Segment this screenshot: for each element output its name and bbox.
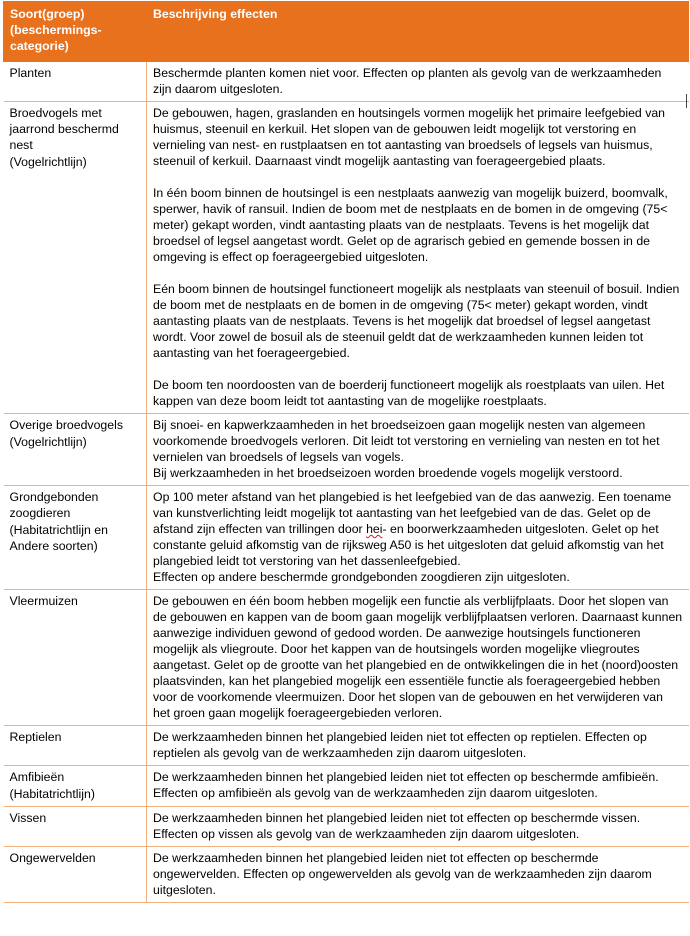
species-group-cell	[4, 847, 147, 903]
species-group-name: Planten	[9, 66, 52, 80]
effects-paragraph	[153, 489, 683, 585]
effects-paragraph	[153, 417, 683, 481]
effects-table-container	[3, 1, 688, 903]
effects-description-cell	[147, 726, 689, 766]
species-group-name: Grondgebonden zoogdieren	[9, 490, 99, 520]
species-group-cell	[4, 590, 147, 726]
effects-text: Op 100 meter afstand van het plangebied is het leefgebied van de das aanwezig. Een toename van kunstverlichting leidt mogelijk tot aantasting van het leefgebied van de das. Gelet op de afstand zijn effecten van trillingen door hei- en boorwerkzaamheden uitgesloten. Gelet op het constante geluid afkomstig van de rijksweg A50 is het uitgesloten dat geluid afkomstig van het plangebied leidt tot verstoring van het dassenleefgebied.	[153, 490, 672, 568]
effects-text: In één boom binnen de houtsingel is een nestplaats aanwezig van mogelijk buizerd, boomvalk, sperwer, havik of ransuil. Indien de boom met de nestplaats en de bomen in de omgeving (75< meter) gekapt worden, vindt aantasting plaats van de nestplaats. Tevens is het mogelijk dat broedsel of legsel aangetast wordt. Gelet op de agrarisch gebied en gemende bossen in de omgeving is effect op foerageergebied uitgesloten.	[153, 186, 668, 264]
effects-paragraph	[153, 185, 683, 265]
effects-description-cell	[147, 847, 689, 903]
species-group-cell	[4, 766, 147, 807]
effects-description-cell	[147, 590, 689, 726]
effects-text: Bij werkzaamheden in het broedseizoen worden broedende vogels mogelijk verstoord.	[153, 466, 623, 480]
species-group-cell	[4, 807, 147, 847]
effects-text: De gebouwen en één boom hebben mogelijk een functie als verblijfplaats. Door het slopen van de gebouwen en kappen van de boom gaan mogelijk verblijfplaatsen verloren. Daarnaast kunnen aanwezige individuen gewond of gedood worden. De aanwezige houtsingels functioneren mogelijk als vliegroute. Door het kappen van de houtsingels worden mogelijke vliegroutes aangetast. Gelet op de grootte van het plangebied en de ontwikkelingen die in het (noord)oosten plaatsvinden, kan het plangebied mogelijk een essentiële functie als foerageergebied hebben voor de voorkomende vleermuizen. Door het slopen van de gebouwen en het verwijderen van het groen gaan mogelijk foerageergebieden verloren.	[153, 594, 683, 720]
effects-paragraph	[153, 769, 683, 801]
effects-paragraph	[153, 850, 683, 898]
effects-text: De boom ten noordoosten van de boerderij functioneert mogelijk als roestplaats van uilen. Het kappen van deze boom leidt tot aantasting van de mogelijke roestplaats.	[153, 378, 665, 408]
header-effects-description: Beschrijving effecten	[147, 2, 689, 62]
effects-paragraph	[153, 593, 683, 721]
table-row	[4, 847, 689, 903]
effects-text: Bij snoei- en kapwerkzaamheden in het broedseizoen gaan mogelijk nesten van algemeen voorkomende broedvogels verloren. Dit leidt tot verstoring en vernieling van nesten en tot het vernielen van broedsels of legsels van vogels.	[153, 418, 660, 464]
table-row	[4, 807, 689, 847]
protection-category: (Vogelrichtlijn)	[9, 435, 87, 449]
species-group-name: Overige broedvogels	[9, 418, 123, 432]
effects-text: Effecten op andere beschermde grondgebonden zoogdieren zijn uitgesloten.	[153, 570, 570, 584]
effects-text: Eén boom binnen de houtsingel functioneert mogelijk als nestplaats van steenuil of bosuil. Indien de boom met de nestplaats en de bomen in de omgeving (75< meter) gekapt worden, vindt aantasting plaats van de nestplaats. Tevens is het mogelijk dat broedsel of legsel aangetast wordt. Voor zowel de bosuil als de steenuil geldt dat de werkzaamheden kunnen leiden tot aantasting van het foerageergebied.	[153, 282, 680, 360]
table-row	[4, 590, 689, 726]
effects-description-cell	[147, 486, 689, 590]
species-group-name: Vleermuizen	[9, 594, 78, 608]
species-group-cell	[4, 102, 147, 414]
text-cursor	[686, 94, 687, 108]
species-group-cell	[4, 414, 147, 486]
effects-paragraph	[153, 65, 683, 97]
effects-table	[3, 1, 689, 903]
protection-category: (Vogelrichtlijn)	[9, 155, 87, 169]
table-row	[4, 102, 689, 414]
effects-description-cell	[147, 414, 689, 486]
table-body	[4, 62, 689, 903]
effects-text: De gebouwen, hagen, graslanden en houtsingels vormen mogelijk het primaire leefgebied van huismus, steenuil en kerkuil. Het slopen van de gebouwen leidt mogelijk tot verstoring en vernieling van nest- en rustplaatsen en tot aantasting van broedsels of legsels van huismus, steenuil of kerkuil. Daarnaast vindt mogelijk aantasting van foerageergebied plaats.	[153, 106, 666, 168]
effects-text: De werkzaamheden binnen het plangebied leiden niet tot effecten op reptielen. Effecten op reptielen als gevolg van de werkzaamheden zijn daarom uitgesloten.	[153, 730, 647, 760]
species-group-name: Vissen	[9, 811, 47, 825]
effects-paragraph	[153, 729, 683, 761]
protection-category: (Habitatrichtlijn)	[9, 787, 95, 801]
effects-description-cell	[147, 766, 689, 807]
species-group-cell	[4, 62, 147, 102]
effects-paragraph	[153, 377, 683, 409]
effects-paragraph	[153, 281, 683, 361]
effects-text: De werkzaamheden binnen het plangebied leiden niet tot effecten op beschermde ongewervelden. Effecten op ongewervelden als gevolg van de werkzaamheden zijn daarom uitgesloten.	[153, 851, 652, 897]
effects-text: De werkzaamheden binnen het plangebied leiden niet tot effecten op beschermde amfibieën. Effecten op amfibieën als gevolg van de werkzaamheden zijn daarom uitgesloten.	[153, 770, 659, 800]
species-group-name: Amfibieën	[9, 770, 65, 784]
effects-description-cell	[147, 102, 689, 414]
species-group-name: Broedvogels met jaarrond beschermd nest	[9, 106, 119, 152]
table-header-row	[4, 2, 689, 62]
effects-paragraph	[153, 810, 683, 842]
table-row	[4, 62, 689, 102]
species-group-name: Reptielen	[9, 730, 62, 744]
table-row	[4, 486, 689, 590]
table-row	[4, 726, 689, 766]
spellcheck-flagged-word: hei	[366, 522, 383, 536]
effects-text: De werkzaamheden binnen het plangebied leiden niet tot effecten op beschermde vissen. Effecten op vissen als gevolg van de werkzaamheden zijn daarom uitgesloten.	[153, 811, 641, 841]
species-group-cell	[4, 726, 147, 766]
table-row	[4, 414, 689, 486]
header-species-group: Soort(groep) (beschermings-categorie)	[4, 2, 147, 62]
effects-description-cell	[147, 62, 689, 102]
species-group-cell	[4, 486, 147, 590]
effects-text: Beschermde planten komen niet voor. Effecten op planten als gevolg van de werkzaamheden zijn daarom uitgesloten.	[153, 66, 662, 96]
effects-description-cell	[147, 807, 689, 847]
protection-category: (Habitatrichtlijn en Andere soorten)	[9, 523, 108, 553]
effects-paragraph	[153, 105, 683, 169]
table-row	[4, 766, 689, 807]
species-group-name: Ongewervelden	[9, 851, 96, 865]
